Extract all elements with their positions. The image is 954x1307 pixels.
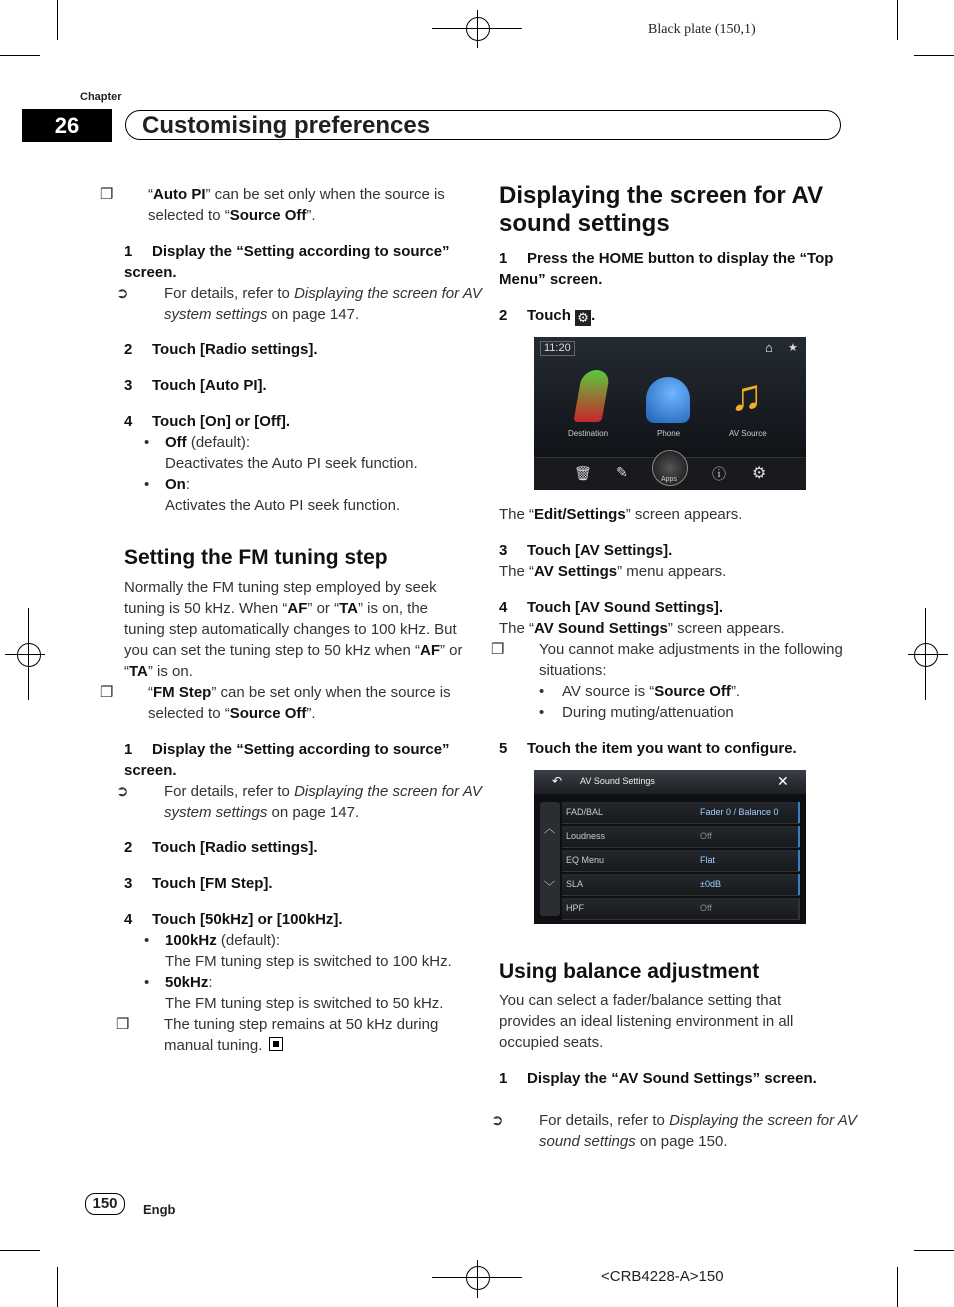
close-icon: ✕	[777, 773, 789, 789]
crop-mark	[914, 55, 954, 56]
ref-av-system-2: ➲ For details, refer to Displaying the screen for AV system settings on page 147.	[116, 783, 482, 821]
register-mark	[466, 17, 490, 41]
fm-step-4: 4 Touch [50kHz] or [100kHz].	[124, 911, 343, 928]
r-step-1: 1 Press the HOME button to display the “Top Menu” screen.	[499, 250, 834, 288]
balance-step-1: 1 Display the “AV Sound Settings” screen.	[499, 1070, 817, 1087]
settings-row-value: ±0dB	[692, 874, 800, 895]
crop-mark	[57, 0, 58, 40]
step-3: 3 Touch [Auto PI].	[124, 377, 267, 394]
settings-row	[562, 874, 800, 896]
option-off: • Off (default): Deactivates the Auto PI seek function. • On: Activates the Auto PI seek function.	[144, 434, 418, 514]
appears-edit-settings: The “Edit/Settings” screen appears.	[499, 506, 743, 523]
settings-row-value: Flat	[692, 850, 800, 871]
settings-row	[562, 850, 800, 872]
section-heading-balance: Using balance adjustment	[499, 960, 760, 983]
chevron-up-icon: ︿	[544, 823, 555, 835]
settings-row-label: FAD/BAL	[566, 807, 604, 817]
back-icon: ↶	[552, 774, 563, 788]
crop-mark	[897, 1267, 898, 1307]
settings-list	[562, 802, 800, 922]
end-mark-icon	[269, 1037, 283, 1051]
ref-av-sound: ➲ For details, refer to Displaying the screen for AV sound settings on page 150.	[491, 1112, 857, 1150]
star-icon: ★	[788, 342, 798, 354]
edit-icon: ✎	[616, 464, 628, 480]
phone-label: Phone	[657, 429, 681, 438]
gear-icon: ⚙	[752, 465, 767, 482]
section-heading-av-sound: Displaying the screen for AV sound settings	[499, 182, 824, 237]
section-heading-fm-step: Setting the FM tuning step	[124, 546, 388, 569]
arrow-ref-icon: ➲	[116, 285, 129, 302]
page-number: 150	[85, 1193, 125, 1215]
arrow-ref-icon: ➲	[491, 1112, 504, 1129]
arrow-ref-icon: ➲	[116, 783, 129, 800]
settings-row	[562, 826, 800, 848]
home-icon: ⌂	[765, 340, 773, 355]
info-icon: ⓘ	[712, 466, 726, 482]
step-4: 4 Touch [On] or [Off].	[124, 413, 291, 430]
register-mark	[914, 643, 938, 667]
option-khz: • 100kHz (default): The FM tuning step is switched to 100 kHz. • 50kHz: The FM tuning step is switched to 50 kHz.	[144, 932, 452, 1012]
balance-body: You can select a fader/balance setting that provides an ideal listening environment in all occupied seats.	[499, 992, 794, 1051]
crop-mark	[0, 1250, 40, 1251]
clock: 11:20	[540, 341, 575, 356]
fm-step-1: 1 Display the “Setting according to source” screen.	[124, 741, 450, 779]
crop-mark	[57, 1267, 58, 1307]
settings-row-label: Loudness	[566, 831, 606, 841]
fm-step-3: 3 Touch [FM Step].	[124, 875, 273, 892]
fm-body: Normally the FM tuning step employed by seek tuning is 50 kHz. When “AF” or “TA” is on, the tuning step automatically changes to 100 kHz. But you can set the tuning step to 50 kHz when “AF” or “TA” is on.	[124, 579, 463, 680]
av-source-label: AV Source	[729, 429, 767, 438]
language-label: Engb	[143, 1202, 176, 1217]
checkbox-note-icon: ❒	[100, 684, 114, 701]
settings-gear-icon: ⚙	[575, 310, 591, 326]
plate-label: Black plate (150,1)	[648, 22, 756, 37]
music-note-icon: ♫	[730, 371, 763, 420]
chevron-down-icon: ﹀	[544, 881, 555, 893]
appears-av-sound-settings: The “AV Sound Settings” screen appears.	[499, 620, 785, 637]
document-code: <CRB4228-A>150	[601, 1268, 724, 1285]
settings-row-label: EQ Menu	[566, 855, 605, 865]
destination-label: Destination	[568, 429, 609, 438]
chapter-number: 26	[22, 109, 112, 142]
settings-row-value: Off	[692, 826, 800, 847]
settings-row	[562, 802, 800, 824]
checkbox-note-icon: ❒	[116, 1016, 130, 1033]
settings-row-label: HPF	[566, 903, 584, 913]
settings-row-value: Fader 0 / Balance 0	[692, 802, 800, 823]
note-manual-tuning: ❒ The tuning step remains at 50 kHz during manual tuning.	[116, 1016, 439, 1054]
r-step-4: 4 Touch [AV Sound Settings].	[499, 599, 724, 616]
register-mark	[17, 643, 41, 667]
ref-av-system: ➲ For details, refer to Displaying the screen for AV system settings on page 147.	[116, 285, 482, 323]
r-step-3: 3 Touch [AV Settings].	[499, 542, 673, 559]
step-2: 2 Touch [Radio settings].	[124, 341, 318, 358]
phone-icon	[646, 377, 690, 423]
situation-list: • AV source is “Source Off”. • During muting/attenuation	[539, 683, 741, 721]
checkbox-note-icon: ❒	[491, 641, 505, 658]
screen-title: AV Sound Settings	[580, 776, 655, 786]
av-sound-settings-screenshot	[534, 770, 806, 924]
title-bar	[534, 770, 806, 794]
settings-row-label: SLA	[566, 879, 584, 889]
note-auto-pi: ❒ “Auto PI” can be set only when the source is selected to “Source Off”.	[100, 186, 445, 224]
fm-step-2: 2 Touch [Radio settings].	[124, 839, 318, 856]
checkbox-note-icon: ❒	[100, 186, 114, 203]
crop-mark	[897, 0, 898, 40]
chapter-label: Chapter	[80, 91, 122, 103]
crop-mark	[0, 55, 40, 56]
r-step-2: 2 Touch ⚙ .	[499, 307, 596, 325]
destination-icon	[573, 370, 610, 422]
note-fm-step: ❒ “FM Step” can be set only when the source is selected to “Source Off”.	[100, 684, 451, 722]
settings-row	[562, 898, 800, 920]
r-step-5: 5 Touch the item you want to configure.	[499, 740, 797, 757]
step-1: 1 Display the “Setting according to source” screen.	[124, 243, 450, 281]
crop-mark	[914, 1250, 954, 1251]
trash-icon: 🗑	[574, 465, 592, 481]
apps-label: Apps	[661, 476, 677, 483]
register-mark	[466, 1266, 490, 1290]
top-menu-screenshot	[534, 337, 806, 490]
settings-row-value: Off	[692, 898, 800, 919]
note-cannot-adjust: ❒ You cannot make adjustments in the following situations:	[491, 641, 843, 679]
chapter-title: Customising preferences	[125, 110, 841, 140]
appears-av-settings: The “AV Settings” menu appears.	[499, 563, 727, 580]
